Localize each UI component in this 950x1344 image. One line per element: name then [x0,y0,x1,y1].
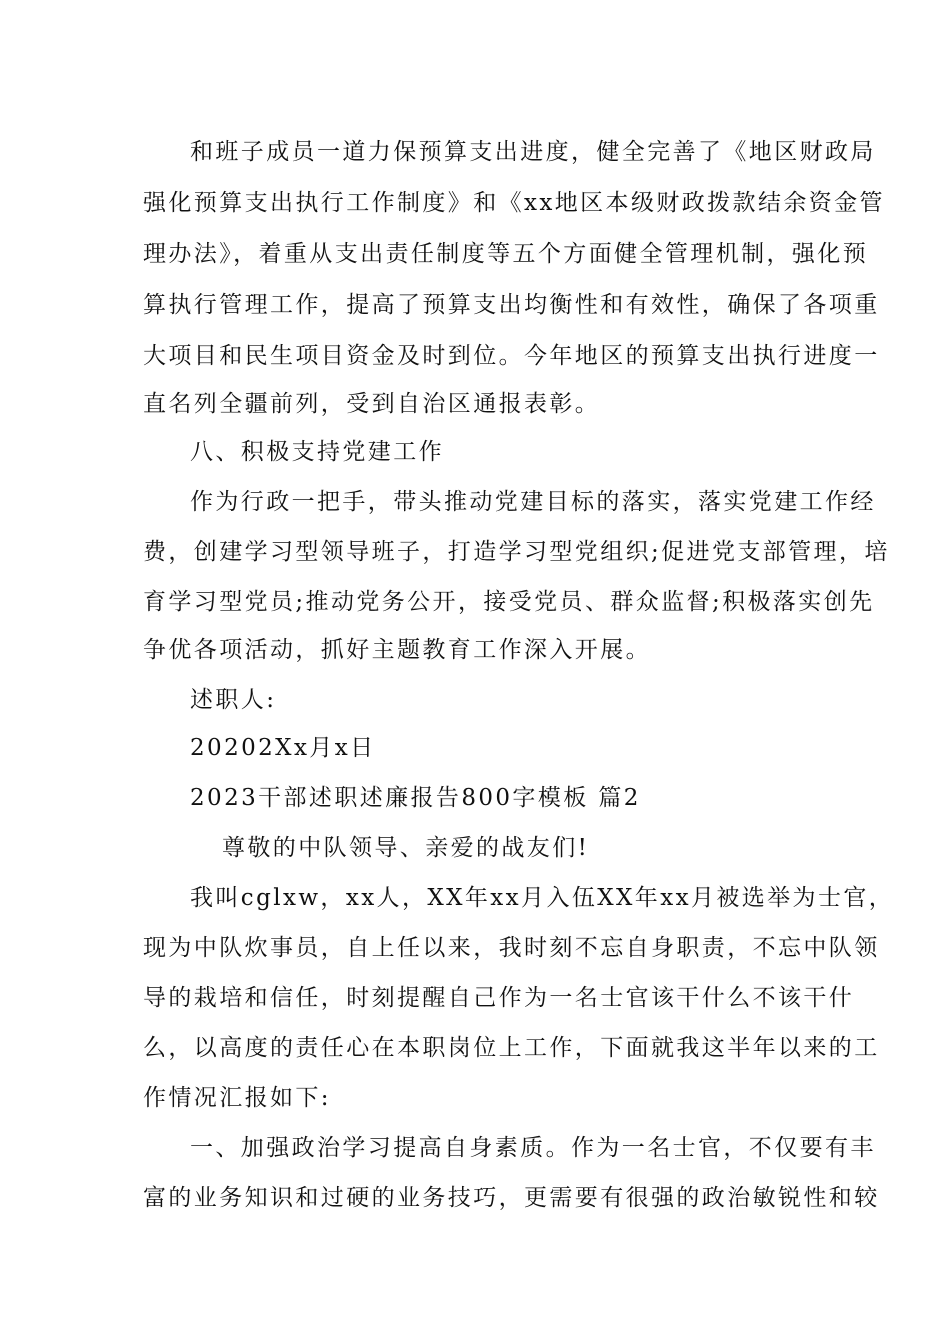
text-line: 大项目和民生项目资金及时到位。今年地区的预算支出执行进度一 [143,343,880,369]
document-title: 2023干部述职述廉报告800字模板 篇2 [190,785,641,811]
text-line: 直名列全疆前列，受到自治区通报表彰。 [143,391,601,417]
text-line: 现为中队炊事员，自上任以来，我时刻不忘自身职责，不忘中队领 [143,935,880,961]
text-line: 强化预算支出执行工作制度》和《xx地区本级财政拨款结余资金管 [143,190,885,216]
date-line: 20202Xx月x日 [190,735,376,761]
section-heading: 八、积极支持党建工作 [190,439,444,465]
signature-label: 述职人: [190,687,277,713]
text-line: 么，以高度的责任心在本职岗位上工作，下面就我这半年以来的工 [143,1035,880,1061]
text-line: 我叫cglxw，xx人，XX年xx月入伍XX年xx月被选举为士官， [190,885,895,911]
text-line: 算执行管理工作，提高了预算支出均衡性和有效性，确保了各项重 [143,292,880,318]
text-line: 育学习型党员;推动党务公开，接受党员、群众监督;积极落实创先 [143,589,875,615]
text-line: 作情况汇报如下: [143,1085,331,1111]
text-line: 理办法》，着重从支出责任制度等五个方面健全管理机制，强化预 [143,241,869,267]
text-line: 作为行政一把手，带头推动党建目标的落实，落实党建工作经 [190,489,876,515]
text-line: 费，创建学习型领导班子，打造学习型党组织;促进党支部管理，培 [143,539,890,565]
text-line: 富的业务知识和过硬的业务技巧，更需要有很强的政治敏锐性和较 [143,1185,880,1211]
text-line: 争优各项活动，抓好主题教育工作深入开展。 [143,637,651,663]
salutation: 尊敬的中队领导、亲爱的战友们! [222,835,590,861]
text-line: 导的栽培和信任，时刻提醒自己作为一名士官该干什么不该干什 [143,985,855,1011]
text-line: 一、加强政治学习提高自身素质。作为一名士官，不仅要有丰 [190,1135,876,1161]
text-line: 和班子成员一道力保预算支出进度，健全完善了《地区财政局 [190,139,876,165]
